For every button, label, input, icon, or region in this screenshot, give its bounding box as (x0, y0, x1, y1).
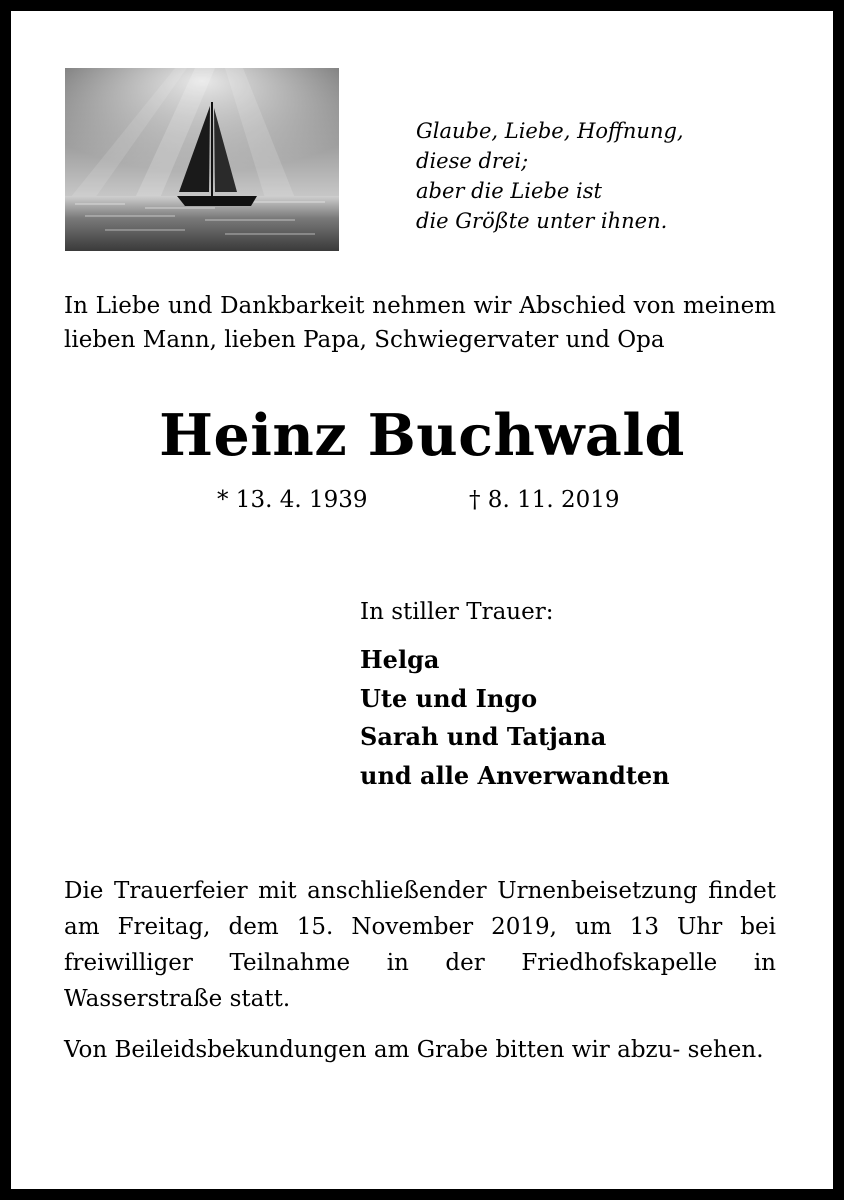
verse-line: Glaube, Liebe, Hoffnung, (416, 119, 684, 143)
ceremony-line: findet am Freitag, dem 15. November 2019, um 13 Uhr (64, 878, 776, 940)
death-date: † 8. 11. 2019 (469, 487, 620, 513)
birth-date: * 13. 4. 1939 (217, 487, 368, 513)
ceremony-line: Wasserstraße statt. (64, 986, 291, 1012)
mourning-label: In stiller Trauer: (360, 599, 554, 625)
ceremony-text (64, 873, 776, 1017)
intro-line: Opa (617, 327, 665, 353)
mourner-name: und alle Anverwandten (360, 760, 670, 790)
mourners-list (360, 641, 670, 795)
verse-line: diese drei; (416, 149, 529, 173)
obituary-notice (11, 11, 833, 1189)
bible-verse (416, 116, 776, 236)
mourner-name: Helga (360, 645, 440, 674)
condolences-line: Von Beileidsbekundungen am Grabe bitten wir abzu- (64, 1037, 681, 1063)
condolences-line: sehen. (687, 1037, 764, 1063)
verse-line: die Größte unter ihnen. (416, 209, 668, 233)
ceremony-line: bei freiwilliger Teilnahme in der Friedhofskapelle in (64, 914, 776, 976)
intro-text (64, 289, 776, 357)
sailboat-photo (65, 68, 339, 251)
verse-line: aber die Liebe ist (416, 179, 602, 203)
mourner-name: Ute und Ingo (360, 683, 538, 713)
sailboat-icon (65, 68, 339, 251)
intro-line: meinem lieben Mann, lieben Papa, Schwiegervater und (64, 293, 776, 353)
ceremony-line: Die Trauerfeier mit anschließender Urnenbeisetzung (64, 878, 709, 904)
deceased-name: Heinz Buchwald (159, 402, 685, 469)
condolences-text (64, 1032, 776, 1068)
intro-line: In Liebe und Dankbarkeit nehmen wir Abschied von (64, 293, 683, 319)
mourner-name: Sarah und Tatjana (360, 722, 607, 751)
